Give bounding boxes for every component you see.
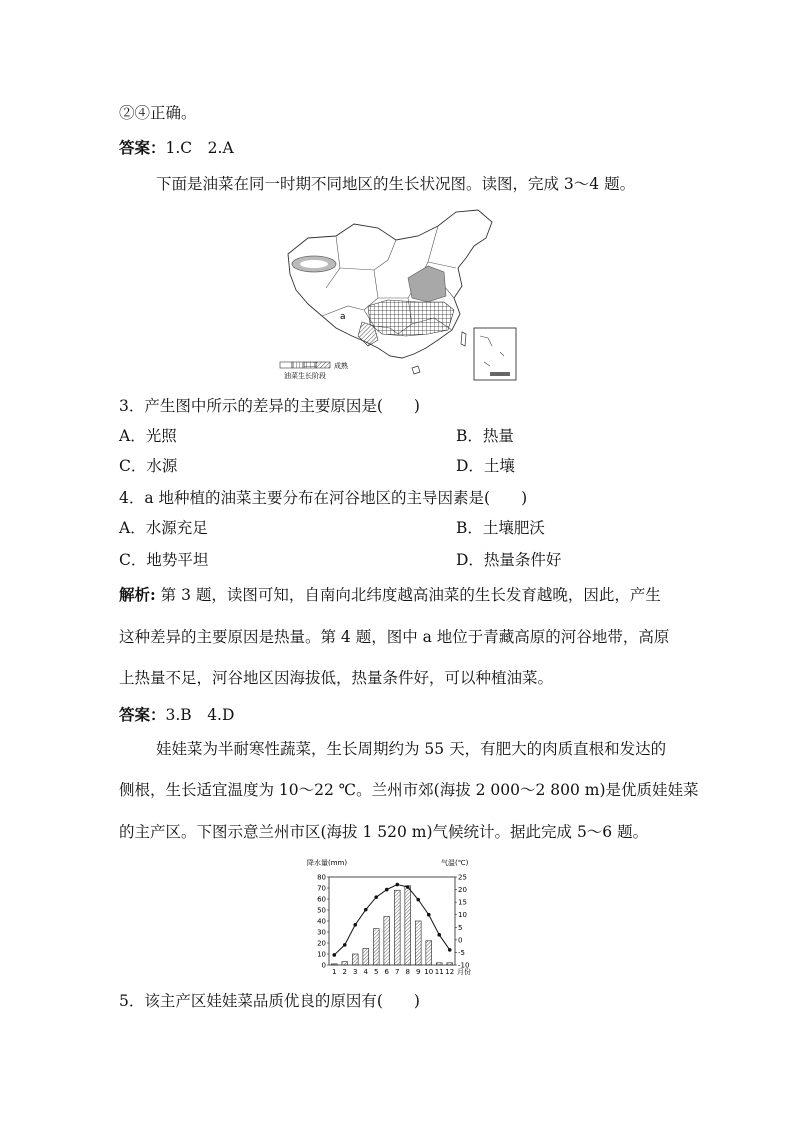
- q3-stem: 3．产生图中所示的差异的主要原因是( ): [119, 397, 420, 415]
- precip-bar: [436, 963, 442, 965]
- temperature-point: [406, 885, 410, 889]
- precip-bar: [331, 964, 337, 965]
- x-tick-label: 7: [395, 968, 400, 976]
- analysis-line-1: [119, 585, 661, 605]
- precip-bar: [394, 890, 400, 965]
- right-tick-label: -10: [458, 961, 470, 970]
- answer-3-4-label: 答案：: [119, 705, 166, 724]
- temperature-point: [395, 883, 399, 887]
- map-legend: [280, 361, 349, 380]
- intro-5-6-line-1: 娃娃菜为半耐寒性蔬菜，生长周期约为 55 天，有肥大的肉质直根和发达的: [156, 740, 667, 758]
- precip-bar: [352, 954, 358, 965]
- precip-bar: [363, 949, 369, 966]
- x-tick-label: 12: [445, 968, 455, 976]
- analysis-text-1: 第 3 题，读图可知，自南向北纬度越高油菜的生长发育越晚，因此，产生: [155, 586, 661, 604]
- answer-label: 答案：: [119, 138, 166, 157]
- analysis-line-2: 这种差异的主要原因是热量。第 4 题，图中 a 地位于青藏高原的河谷地带，高原: [119, 628, 670, 646]
- answer-text: 1.C 2.A: [165, 139, 234, 157]
- x-tick-label: 10: [424, 968, 434, 976]
- temperature-point: [416, 898, 420, 902]
- left-tick-label: 80: [317, 873, 326, 882]
- left-tick-label: 40: [317, 917, 326, 926]
- x-tick-label: 3: [353, 968, 358, 976]
- climate-chart-svg: [305, 855, 490, 985]
- x-tick-label: 2: [342, 968, 347, 976]
- precip-bar: [415, 921, 421, 965]
- precip-bar: [384, 917, 390, 965]
- precip-bar: [426, 941, 432, 965]
- right-tick-label: 5: [458, 923, 463, 932]
- left-tick-label: 20: [317, 939, 326, 948]
- x-tick-label: 11: [434, 968, 444, 976]
- right-tick-label: 15: [458, 898, 467, 907]
- x-tick-label: 8: [405, 968, 410, 976]
- q3-option-b: B．热量: [456, 427, 514, 445]
- x-tick-label: 6: [384, 968, 389, 976]
- q4-stem: 4．a 地种植的油菜主要分布在河谷地区的主导因素是( ): [119, 489, 528, 507]
- intro-5-6-line-3: 的主产区。下图示意兰州市区(海拔 1 520 m)气候统计。据此完成 5～6 题。: [119, 823, 649, 841]
- temperature-point: [448, 948, 452, 952]
- temperature-point: [364, 908, 368, 912]
- precip-bar: [447, 963, 453, 965]
- temperature-point: [332, 953, 336, 957]
- q3-option-c: C．水源: [119, 457, 178, 475]
- answer-1-2: [119, 138, 234, 158]
- q4-option-c: C．地势平坦: [119, 551, 209, 569]
- analysis-line-3: 上热量不足，河谷地区因海拔低，热量条件好，可以种植油菜。: [119, 669, 554, 687]
- left-tick-label: 50: [317, 906, 326, 915]
- answer-3-4-text: 3.B 4.D: [165, 706, 235, 724]
- temperature-point: [374, 895, 378, 899]
- x-tick-label: 4: [363, 968, 368, 976]
- right-tick-label: 20: [458, 886, 467, 895]
- temperature-line: [334, 885, 450, 955]
- plot-frame: [329, 877, 455, 965]
- temperature-point: [353, 923, 357, 927]
- q3-option-d: D．土壤: [456, 457, 515, 475]
- precip-bar: [373, 929, 379, 965]
- q5-stem: 5．该主产区娃娃菜品质优良的原因有( ): [119, 992, 420, 1010]
- right-tick-label: 0: [458, 936, 463, 945]
- intro-5-6-line-2: 侧根，生长适宜温度为 10～22 ℃。兰州市郊(海拔 2 000～2 800 m)是优质娃娃菜: [119, 781, 699, 799]
- analysis-label: 解析:: [119, 585, 156, 604]
- temperature-point: [427, 913, 431, 917]
- x-tick-label: 5: [374, 968, 379, 976]
- temperature-point: [437, 933, 441, 937]
- y-right-label: 气温(℃): [441, 859, 469, 867]
- map-label-a: a: [340, 312, 346, 322]
- temperature-point: [343, 943, 347, 947]
- temperature-point: [385, 888, 389, 892]
- right-tick-label: -5: [458, 948, 465, 957]
- rapeseed-growth-map: [278, 206, 524, 384]
- right-tick-label: 25: [458, 873, 467, 882]
- left-tick-label: 0: [321, 961, 326, 970]
- left-tick-label: 10: [317, 950, 326, 959]
- y-left-label: 降水量(mm): [307, 859, 348, 867]
- left-tick-label: 30: [317, 928, 326, 937]
- legend-caption: 油菜生长阶段: [284, 372, 326, 380]
- q4-option-a: A．水源充足: [119, 519, 208, 537]
- precip-bar: [405, 886, 411, 965]
- lanzhou-climate-chart: [305, 855, 490, 985]
- q4-option-b: B．土壤肥沃: [456, 519, 545, 537]
- left-tick-label: 70: [317, 884, 326, 893]
- x-axis-label: 月份: [457, 968, 471, 976]
- intro-3-4: 下面是油菜在同一时期不同地区的生长状况图。读图，完成 3～4 题。: [156, 175, 636, 193]
- china-map-svg: [278, 206, 524, 384]
- answer-3-4: [119, 705, 234, 725]
- right-tick-label: 10: [458, 911, 467, 920]
- x-tick-label: 9: [416, 968, 421, 976]
- prev-answer-tail: ②④正确。: [119, 104, 197, 122]
- left-tick-label: 60: [317, 895, 326, 904]
- x-tick-label: 1: [332, 968, 337, 976]
- q4-option-d: D．热量条件好: [456, 551, 562, 569]
- q3-option-a: A．光照: [119, 427, 177, 445]
- precip-bar: [342, 962, 348, 965]
- legend-mature: 成熟: [334, 362, 348, 370]
